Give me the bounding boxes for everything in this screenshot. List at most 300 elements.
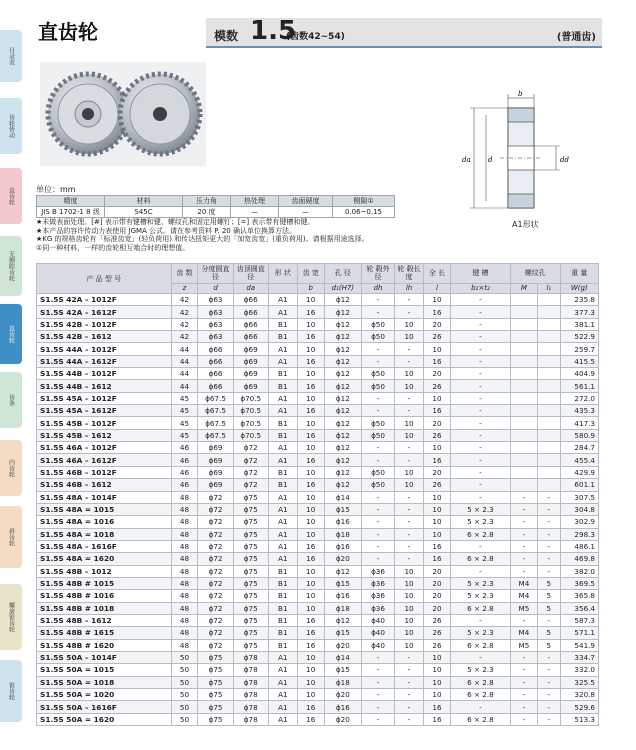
product-code-cell: S1.5S 42B – 1012F [37, 318, 172, 330]
table-cell: - [450, 614, 510, 626]
symbol-cell: M [510, 283, 537, 293]
table-cell: 5 × 2.3 [450, 503, 510, 515]
table-cell [537, 355, 560, 367]
table-cell: 50 [171, 664, 198, 676]
table-cell: - [510, 614, 537, 626]
table-cell: - [510, 651, 537, 663]
table-cell: 10 [297, 565, 324, 577]
table-cell: ϕ72 [198, 614, 233, 626]
table-cell: 16 [297, 553, 324, 565]
table-cell: 48 [171, 590, 198, 602]
col-header-weight: 重 量 [560, 264, 598, 284]
table-cell: 571.1 [560, 627, 598, 639]
table-cell: - [395, 516, 424, 528]
table-cell: - [361, 392, 394, 404]
table-cell: 46 [171, 466, 198, 478]
table-cell: 356.4 [560, 602, 598, 614]
table-cell: 45 [171, 417, 198, 429]
sidebar-tab[interactable]: 直齿轮 [0, 304, 22, 364]
table-cell: 529.6 [560, 701, 598, 713]
notes [36, 218, 596, 252]
table-row [37, 466, 599, 478]
sidebar-tab[interactable]: 直齿轮 [0, 168, 22, 224]
table-cell: 365.8 [560, 590, 598, 602]
table-cell: - [395, 540, 424, 552]
spec-value-cell: — [231, 207, 279, 218]
col-header-screw: 螺纹孔 [510, 264, 560, 284]
table-cell: - [361, 355, 394, 367]
table-cell: ϕ67.5 [198, 417, 233, 429]
table-cell: 10 [424, 516, 451, 528]
table-cell: ϕ12 [324, 442, 361, 454]
table-cell: - [361, 294, 394, 306]
product-code-cell: S1.5S 46A – 1612F [37, 454, 172, 466]
table-cell: 16 [297, 331, 324, 343]
table-cell: 10 [424, 491, 451, 503]
table-cell: ϕ78 [233, 713, 268, 725]
table-cell: 298.3 [560, 528, 598, 540]
table-cell: 10 [297, 294, 324, 306]
table-cell: A1 [268, 392, 297, 404]
table-cell: ϕ12 [324, 355, 361, 367]
table-cell: 10 [395, 565, 424, 577]
col-header-code: 产 品 型 号 [37, 264, 172, 294]
table-cell: - [361, 491, 394, 503]
table-cell [537, 417, 560, 429]
table-cell: ϕ69 [233, 368, 268, 380]
table-cell: 48 [171, 491, 198, 503]
table-cell: A1 [268, 306, 297, 318]
col-header-tip: 齿顶圆直 径 [233, 264, 268, 284]
table-cell: 16 [297, 540, 324, 552]
table-cell: 5 × 2.3 [450, 664, 510, 676]
product-code-cell: S1.5S 42A – 1012F [37, 294, 172, 306]
table-cell: ϕ72 [198, 553, 233, 565]
table-cell: ϕ66 [233, 331, 268, 343]
product-table [36, 263, 599, 726]
table-cell: - [510, 713, 537, 725]
table-row [37, 516, 599, 528]
table-cell: - [510, 516, 537, 528]
table-cell: 16 [297, 306, 324, 318]
symbol-cell: W(g) [560, 283, 598, 293]
spec-value-cell: S45C [105, 207, 183, 218]
table-cell: 44 [171, 368, 198, 380]
table-cell: 6 × 2.8 [450, 713, 510, 725]
table-cell: 16 [424, 454, 451, 466]
table-cell: 46 [171, 454, 198, 466]
table-row [37, 331, 599, 343]
table-row [37, 602, 599, 614]
table-cell: 16 [297, 405, 324, 417]
table-cell: 10 [297, 392, 324, 404]
table-cell: 16 [424, 553, 451, 565]
table-cell: 10 [395, 429, 424, 441]
table-cell: ϕ78 [233, 651, 268, 663]
table-cell: 404.9 [560, 368, 598, 380]
table-cell: A1 [268, 503, 297, 515]
table-cell: 46 [171, 479, 198, 491]
table-cell: 561.1 [560, 380, 598, 392]
table-row [37, 343, 599, 355]
product-code-cell: S1.5S 44B – 1012F [37, 368, 172, 380]
table-cell [537, 294, 560, 306]
table-cell: ϕ75 [233, 491, 268, 503]
table-cell: - [537, 713, 560, 725]
table-cell: - [361, 442, 394, 454]
gear-left-icon [48, 74, 128, 154]
sidebar-tab[interactable]: 齿条 [0, 372, 22, 428]
dim-b-label: b [518, 90, 523, 98]
table-cell: ϕ75 [233, 577, 268, 589]
table-cell: ϕ40 [361, 639, 394, 651]
table-cell: ϕ67.5 [198, 429, 233, 441]
table-cell: - [361, 516, 394, 528]
table-cell: 5 × 2.3 [450, 590, 510, 602]
table-cell: 44 [171, 343, 198, 355]
table-cell: 10 [424, 442, 451, 454]
table-cell: - [510, 553, 537, 565]
product-code-cell: S1.5S 45A – 1012F [37, 392, 172, 404]
table-cell: - [361, 528, 394, 540]
sidebar-tab[interactable]: 斜齿轮 [0, 506, 22, 568]
symbol-cell [268, 283, 297, 293]
table-cell: ϕ20 [324, 689, 361, 701]
table-cell: - [450, 355, 510, 367]
table-cell: 5 × 2.3 [450, 516, 510, 528]
table-cell: - [450, 368, 510, 380]
product-code-cell: S1.5S 50A – 1014F [37, 651, 172, 663]
table-cell: B1 [268, 590, 297, 602]
table-cell: ϕ72 [198, 528, 233, 540]
table-cell: - [537, 503, 560, 515]
table-cell: - [361, 676, 394, 688]
table-row [37, 355, 599, 367]
table-cell: A1 [268, 540, 297, 552]
table-cell: 10 [297, 602, 324, 614]
table-cell: 45 [171, 405, 198, 417]
product-code-cell: S1.5S 45B – 1012F [37, 417, 172, 429]
product-code-cell: S1.5S 48B # 1615 [37, 627, 172, 639]
table-row [37, 540, 599, 552]
table-cell: 435.3 [560, 405, 598, 417]
table-cell: 5 × 2.3 [450, 627, 510, 639]
table-row [37, 528, 599, 540]
table-cell: ϕ12 [324, 466, 361, 478]
table-cell: - [450, 701, 510, 713]
table-cell: - [395, 651, 424, 663]
table-cell [537, 331, 560, 343]
table-cell: 10 [395, 331, 424, 343]
table-cell: 16 [424, 306, 451, 318]
table-cell: 48 [171, 503, 198, 515]
table-cell: ϕ15 [324, 577, 361, 589]
table-cell: - [450, 540, 510, 552]
table-cell: A1 [268, 454, 297, 466]
table-cell: ϕ72 [198, 590, 233, 602]
col-header-bore: 孔 径 [324, 264, 361, 284]
table-cell: ϕ75 [233, 627, 268, 639]
table-cell: - [395, 442, 424, 454]
table-cell: - [450, 565, 510, 577]
table-cell: ϕ12 [324, 479, 361, 491]
sidebar-tab[interactable]: 内齿轮 [0, 440, 22, 496]
table-cell: 541.9 [560, 639, 598, 651]
table-cell: 48 [171, 553, 198, 565]
table-cell: A1 [268, 442, 297, 454]
table-cell: - [450, 466, 510, 478]
table-cell: 10 [424, 689, 451, 701]
table-header-row [37, 264, 599, 284]
table-row [37, 454, 599, 466]
table-cell: - [537, 614, 560, 626]
table-cell: 50 [171, 701, 198, 713]
table-cell [510, 355, 537, 367]
table-cell: ϕ69 [198, 454, 233, 466]
table-cell: 307.5 [560, 491, 598, 503]
table-cell: 10 [297, 689, 324, 701]
symbol-cell: l₁ [537, 283, 560, 293]
table-cell: A1 [268, 701, 297, 713]
product-code-cell: S1.5S 48B # 1620 [37, 639, 172, 651]
table-cell: 16 [297, 380, 324, 392]
table-cell: ϕ78 [233, 689, 268, 701]
table-cell: ϕ72 [233, 479, 268, 491]
table-row [37, 491, 599, 503]
table-cell: ϕ63 [198, 294, 233, 306]
table-cell: ϕ75 [233, 553, 268, 565]
table-cell: - [537, 664, 560, 676]
table-cell: - [537, 491, 560, 503]
table-cell: 486.1 [560, 540, 598, 552]
table-cell: B1 [268, 368, 297, 380]
table-cell: - [510, 503, 537, 515]
table-cell: 16 [297, 355, 324, 367]
table-cell: ϕ75 [233, 590, 268, 602]
table-cell: - [361, 306, 394, 318]
table-cell: 50 [171, 713, 198, 725]
table-cell: M4 [510, 590, 537, 602]
table-cell: 5 [537, 639, 560, 651]
table-cell [537, 479, 560, 491]
table-cell: 587.3 [560, 614, 598, 626]
product-photo [40, 62, 206, 166]
table-cell: ϕ66 [198, 368, 233, 380]
table-cell: ϕ12 [324, 454, 361, 466]
table-cell: - [361, 454, 394, 466]
product-code-cell: S1.5S 48A – 1014F [37, 491, 172, 503]
table-row [37, 565, 599, 577]
table-cell: 601.1 [560, 479, 598, 491]
table-cell: ϕ72 [233, 454, 268, 466]
table-cell: 5 × 2.3 [450, 577, 510, 589]
product-code-cell: S1.5S 46B – 1012F [37, 466, 172, 478]
table-cell: M5 [510, 602, 537, 614]
symbol-cell: b [297, 283, 324, 293]
table-cell: ϕ75 [233, 503, 268, 515]
symbol-cell: d₁(H7) [324, 283, 361, 293]
table-cell: B1 [268, 627, 297, 639]
table-cell: 429.9 [560, 466, 598, 478]
table-cell [537, 442, 560, 454]
product-code-cell: S1.5S 48B # 1015 [37, 577, 172, 589]
table-cell: - [450, 380, 510, 392]
table-cell: - [510, 528, 537, 540]
table-cell: 10 [424, 528, 451, 540]
table-cell: - [450, 405, 510, 417]
table-cell: - [537, 516, 560, 528]
table-cell: 6 × 2.8 [450, 639, 510, 651]
table-cell: ϕ75 [198, 713, 233, 725]
table-cell: ϕ78 [233, 664, 268, 676]
table-cell: - [361, 540, 394, 552]
product-code-cell: S1.5S 48A = 1018 [37, 528, 172, 540]
table-cell: - [450, 442, 510, 454]
table-cell: 10 [297, 417, 324, 429]
module-header [206, 18, 602, 48]
module-range: (齿数42~54) [286, 32, 345, 42]
product-code-cell: S1.5S 50A = 1018 [37, 676, 172, 688]
table-cell: 10 [297, 318, 324, 330]
table-cell: B1 [268, 639, 297, 651]
table-cell: ϕ12 [324, 343, 361, 355]
table-cell: ϕ15 [324, 627, 361, 639]
table-cell: ϕ69 [198, 442, 233, 454]
table-cell: B1 [268, 602, 297, 614]
table-cell: - [510, 676, 537, 688]
table-cell: ϕ12 [324, 318, 361, 330]
table-row [37, 614, 599, 626]
table-cell: 16 [424, 701, 451, 713]
sidebar-tab[interactable]: 螺旋锥齿轮 [0, 584, 22, 650]
note-line: ★未做表面处理。[#] 表示带有键槽和键、螺纹孔和固定用螺钉；[=] 表示带有键槽和键。 [36, 218, 315, 226]
note-line: ★本产品的容许传动力表使用 JGMA 公式。请在参考资料 P. 20 确认单位换算方法。 [36, 226, 296, 235]
table-cell: ϕ16 [324, 590, 361, 602]
table-cell: - [450, 651, 510, 663]
product-code-cell: S1.5S 45A – 1612F [37, 405, 172, 417]
table-cell: ϕ70.5 [233, 392, 268, 404]
table-cell: ϕ66 [198, 343, 233, 355]
table-cell: - [395, 454, 424, 466]
table-cell: ϕ40 [361, 627, 394, 639]
table-cell: 10 [297, 442, 324, 454]
table-cell: 26 [424, 627, 451, 639]
table-cell: 50 [171, 676, 198, 688]
product-code-cell: S1.5S 46A – 1012F [37, 442, 172, 454]
spec-header-cell: 侧隙① [333, 196, 395, 207]
table-cell: 44 [171, 355, 198, 367]
table-cell: - [537, 565, 560, 577]
table-cell: 302.9 [560, 516, 598, 528]
table-row [37, 368, 599, 380]
table-cell [510, 318, 537, 330]
table-cell: - [510, 701, 537, 713]
table-cell: 369.5 [560, 577, 598, 589]
table-cell: 6 × 2.8 [450, 602, 510, 614]
col-header-hub-dia: 轮 毂外 径 [361, 264, 394, 284]
table-cell [537, 368, 560, 380]
table-cell: ϕ72 [198, 565, 233, 577]
table-cell: ϕ66 [233, 294, 268, 306]
sidebar-tab[interactable]: 锥齿轮 [0, 660, 22, 722]
table-cell: ϕ78 [233, 701, 268, 713]
table-cell: 10 [395, 368, 424, 380]
table-cell: - [450, 454, 510, 466]
table-row [37, 417, 599, 429]
table-cell: ϕ12 [324, 405, 361, 417]
table-cell: 10 [395, 614, 424, 626]
table-cell: ϕ18 [324, 676, 361, 688]
table-cell: 10 [395, 639, 424, 651]
sidebar-tab[interactable]: 目录表 [0, 30, 22, 82]
table-cell: 235.8 [560, 294, 598, 306]
table-cell: - [361, 701, 394, 713]
table-row [37, 380, 599, 392]
table-cell [510, 392, 537, 404]
table-cell: 10 [424, 503, 451, 515]
table-cell: 10 [297, 491, 324, 503]
table-cell: ϕ50 [361, 417, 394, 429]
product-code-cell: S1.5S 48B # 1018 [37, 602, 172, 614]
table-cell: ϕ72 [198, 577, 233, 589]
table-cell: 10 [297, 664, 324, 676]
table-cell: 48 [171, 614, 198, 626]
table-cell: 332.0 [560, 664, 598, 676]
table-cell: 10 [297, 368, 324, 380]
table-cell: - [510, 664, 537, 676]
table-cell: 16 [424, 355, 451, 367]
table-cell: ϕ75 [233, 614, 268, 626]
table-cell: 455.4 [560, 454, 598, 466]
table-cell [537, 318, 560, 330]
product-code-cell: S1.5S 50A – 1616F [37, 701, 172, 713]
page-title: 直齿轮 [38, 20, 98, 44]
table-cell: - [510, 540, 537, 552]
table-cell: ϕ75 [198, 701, 233, 713]
table-row [37, 553, 599, 565]
product-code-cell: S1.5S 48B # 1016 [37, 590, 172, 602]
spec-table [36, 195, 395, 218]
table-row [37, 405, 599, 417]
table-cell: 10 [424, 651, 451, 663]
table-cell: 259.7 [560, 343, 598, 355]
table-cell: 377.3 [560, 306, 598, 318]
table-cell: ϕ50 [361, 331, 394, 343]
dim-dd-label: dd [560, 156, 569, 164]
table-cell: ϕ40 [361, 614, 394, 626]
table-cell: ϕ69 [198, 479, 233, 491]
table-cell: 48 [171, 627, 198, 639]
table-cell: B1 [268, 565, 297, 577]
product-code-cell: S1.5S 48B – 1612 [37, 614, 172, 626]
table-cell: - [395, 306, 424, 318]
table-cell: 20 [424, 577, 451, 589]
product-code-cell: S1.5S 48A = 1620 [37, 553, 172, 565]
col-header-width: 齿 宽 [297, 264, 324, 284]
table-cell: 20 [424, 368, 451, 380]
table-cell: 6 × 2.8 [450, 528, 510, 540]
table-row [37, 306, 599, 318]
table-cell: - [450, 306, 510, 318]
table-cell: A1 [268, 676, 297, 688]
table-cell [510, 442, 537, 454]
sidebar-tab[interactable]: 齿轮传动 [0, 98, 22, 154]
col-header-teeth: 齿 数 [171, 264, 198, 284]
table-cell: - [450, 331, 510, 343]
dim-da-label: da [462, 156, 471, 164]
table-cell: ϕ67.5 [198, 392, 233, 404]
sidebar-tab[interactable]: 无侧隙齿轮 [0, 236, 22, 296]
